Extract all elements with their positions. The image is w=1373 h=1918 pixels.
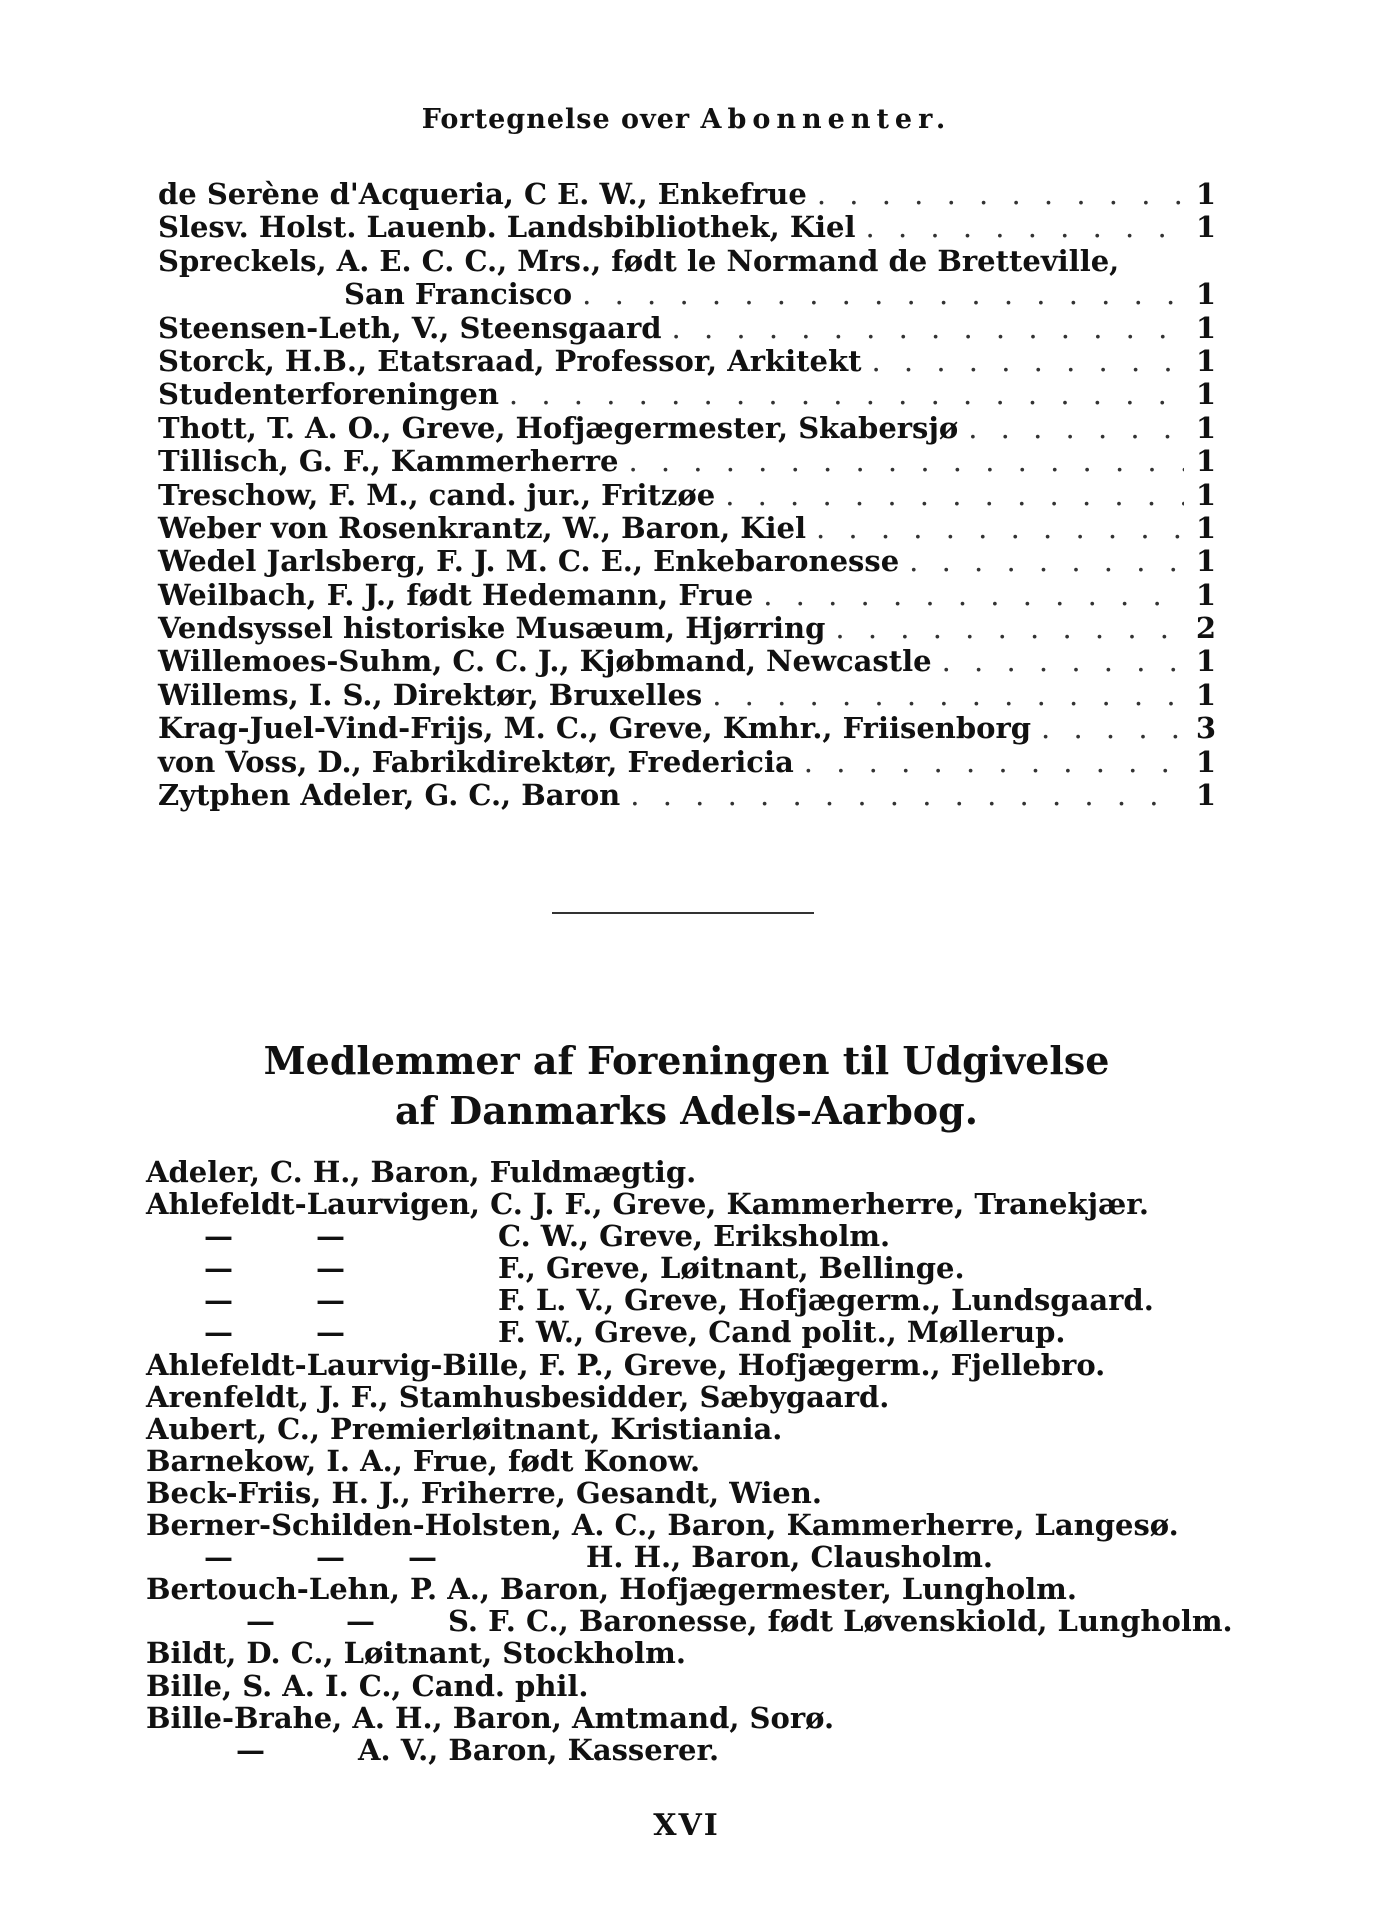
- subscriber-list: [158, 178, 1216, 812]
- member-row: [146, 1252, 1246, 1284]
- subscriber-row: [158, 378, 1216, 411]
- member-row: [146, 1541, 1246, 1573]
- subscriber-row: [158, 245, 1216, 278]
- subscriber-row: [158, 545, 1216, 578]
- member-row: [146, 1316, 1246, 1348]
- subscriber-name: Weber von Rosenkrantz, W., Baron, Kiel: [158, 510, 806, 545]
- member-row: [146, 1509, 1246, 1541]
- subscriber-name: Treschow, F. M., cand. jur., Fritzøe: [158, 477, 716, 512]
- ditto-mark: —: [346, 1604, 375, 1639]
- page-number: XVI: [653, 1808, 720, 1843]
- member-entry: Adeler, C. H., Baron, Fuldmægtig.: [146, 1155, 697, 1189]
- subscriber-name: Willems, I. S., Direktør, Bruxelles: [158, 677, 703, 712]
- subscriber-name: Zytphen Adeler, G. C., Baron: [158, 778, 621, 813]
- subscriber-count: 1: [1195, 510, 1216, 545]
- member-row: [146, 1220, 1246, 1252]
- member-entry: S. F. C., Baronesse, født Løvenskiold, Lungholm.: [448, 1604, 1233, 1639]
- member-entry: F., Greve, Løitnant, Bellinge.: [498, 1251, 965, 1286]
- member-entry: Bille, S. A. I. C., Cand. phil.: [146, 1668, 589, 1703]
- ditto-mark: —: [316, 1540, 345, 1575]
- subscriber-row: [158, 579, 1216, 612]
- member-entry: F. W., Greve, Cand polit., Møllerup.: [498, 1315, 1066, 1350]
- subscriber-name: von Voss, D., Fabrikdirektør, Fredericia: [158, 744, 794, 779]
- member-row: [146, 1605, 1246, 1637]
- dot-leader: [866, 211, 1184, 244]
- member-entry: Barnekow, I. A., Frue, født Konow.: [146, 1443, 701, 1478]
- member-entry: Aubert, C., Premierløitnant, Kristiania.: [146, 1411, 783, 1446]
- running-head: [0, 104, 1373, 135]
- dot-leader: [942, 645, 1184, 678]
- subscriber-row: [158, 178, 1216, 211]
- subscriber-row: [158, 312, 1216, 345]
- member-row: [146, 1670, 1246, 1702]
- dot-leader: [909, 545, 1184, 578]
- ditto-mark: —: [316, 1251, 345, 1286]
- subscriber-row: [158, 278, 1216, 311]
- section-title-line-2: af Danmarks Adels-Aarbog.: [395, 1088, 978, 1133]
- member-row: [146, 1637, 1246, 1669]
- ditto-mark: —: [316, 1219, 345, 1254]
- subscriber-row: [158, 512, 1216, 545]
- subscriber-name: Weilbach, F. J., født Hedemann, Frue: [158, 577, 754, 612]
- subscriber-row: [158, 712, 1216, 745]
- section-title: [0, 1036, 1373, 1136]
- subscriber-name: de Serène d'Acqueria, C E. W., Enkefrue: [158, 177, 807, 211]
- member-entry: F. L. V., Greve, Hofjægerm., Lundsgaard.: [498, 1283, 1154, 1318]
- subscriber-count: 1: [1195, 644, 1216, 679]
- running-head-spaced: Abonnenter.: [700, 104, 952, 135]
- member-entry: Berner-Schilden-Holsten, A. C., Baron, Kammerherre, Langesø.: [146, 1508, 1179, 1543]
- subscriber-row: [158, 445, 1216, 478]
- member-row: [146, 1413, 1246, 1445]
- member-entry: Beck-Friis, H. J., Friherre, Gesandt, Wien.: [146, 1475, 822, 1510]
- running-head-prefix: Fortegnelse over: [421, 104, 691, 135]
- subscriber-count: 1: [1195, 744, 1216, 779]
- subscriber-count: 1: [1195, 343, 1216, 378]
- member-entry: Bille-Brahe, A. H., Baron, Amtmand, Sorø.: [146, 1700, 835, 1735]
- member-entry: Ahlefeldt-Laurvig-Bille, F. P., Greve, Hofjægerm., Fjellebro.: [146, 1347, 1106, 1382]
- dot-leader: [509, 378, 1184, 411]
- subscriber-name: San Francisco: [344, 277, 573, 312]
- dot-leader: [968, 412, 1184, 445]
- subscriber-row: [158, 679, 1216, 712]
- member-row: [146, 1573, 1246, 1605]
- dot-leader: [871, 345, 1184, 378]
- ditto-mark: —: [246, 1604, 275, 1639]
- member-row: [146, 1381, 1246, 1413]
- subscriber-row: [158, 779, 1216, 812]
- member-row: [146, 1284, 1246, 1316]
- ditto-mark: —: [204, 1315, 233, 1350]
- ditto-mark: —: [204, 1251, 233, 1286]
- dot-leader: [816, 512, 1184, 545]
- subscriber-name: Spreckels, A. E. C. C., Mrs., født le Normand de Bretteville,: [158, 243, 1120, 278]
- member-row: [146, 1188, 1246, 1220]
- member-list: [146, 1156, 1246, 1766]
- subscriber-count: 1: [1195, 410, 1216, 445]
- subscriber-name: Willemoes-Suhm, C. C. J., Kjøbmand, Newcastle: [158, 644, 932, 679]
- subscriber-count: 1: [1195, 177, 1216, 211]
- dot-leader: [804, 746, 1184, 779]
- subscriber-name: Steensen-Leth, V., Steensgaard: [158, 310, 662, 345]
- member-entry: Bertouch-Lehn, P. A., Baron, Hofjægermester, Lungholm.: [146, 1572, 1077, 1607]
- subscriber-count: 1: [1195, 444, 1216, 479]
- subscriber-row: [158, 345, 1216, 378]
- member-row: [146, 1477, 1246, 1509]
- subscriber-row: [158, 412, 1216, 445]
- member-row: [146, 1349, 1246, 1381]
- subscriber-count: 1: [1195, 277, 1216, 312]
- ditto-mark: —: [316, 1315, 345, 1350]
- ditto-mark: —: [236, 1732, 265, 1767]
- subscriber-name: Storck, H.B., Etatsraad, Professor, Arkitekt: [158, 343, 862, 378]
- section-title-line-1: Medlemmer af Foreningen til Udgivelse: [263, 1038, 1110, 1083]
- dot-leader: [1041, 712, 1184, 745]
- member-row: [146, 1734, 1246, 1766]
- dot-leader: [763, 579, 1184, 612]
- member-row: [146, 1156, 1246, 1188]
- dot-leader: [817, 178, 1184, 211]
- subscriber-count: 1: [1195, 544, 1216, 579]
- subscriber-count: 1: [1195, 377, 1216, 412]
- dot-leader: [835, 612, 1184, 645]
- subscriber-count: 1: [1195, 310, 1216, 345]
- ditto-mark: —: [204, 1283, 233, 1318]
- ditto-mark: —: [408, 1540, 437, 1575]
- subscriber-name: Vendsyssel historiske Musæum, Hjørring: [158, 611, 826, 646]
- subscriber-name: Slesv. Holst. Lauenb. Landsbibliothek, Kiel: [158, 210, 856, 245]
- subscriber-row: [158, 211, 1216, 244]
- member-row: [146, 1702, 1246, 1734]
- subscriber-count: 1: [1195, 210, 1216, 245]
- member-entry: H. H., Baron, Clausholm.: [586, 1540, 994, 1575]
- subscriber-row: [158, 645, 1216, 678]
- member-entry: A. V., Baron, Kasserer.: [358, 1732, 720, 1767]
- member-entry: Bildt, D. C., Løitnant, Stockholm.: [146, 1636, 686, 1671]
- subscriber-row: [158, 479, 1216, 512]
- subscriber-name: Studenterforeningen: [158, 377, 499, 412]
- dot-leader: [582, 278, 1184, 311]
- member-entry: Arenfeldt, J. F., Stamhusbesidder, Sæbygaard.: [146, 1379, 890, 1414]
- subscriber-name: Tillisch, G. F., Kammerherre: [158, 444, 619, 479]
- ditto-mark: —: [204, 1219, 233, 1254]
- subscriber-row: [158, 746, 1216, 779]
- subscriber-count: 2: [1195, 611, 1216, 646]
- member-entry: Ahlefeldt-Laurvigen, C. J. F., Greve, Kammerherre, Tranekjær.: [146, 1187, 1149, 1222]
- ditto-mark: —: [316, 1283, 345, 1318]
- dot-leader: [630, 779, 1184, 812]
- subscriber-count: 1: [1195, 677, 1216, 712]
- subscriber-count: 1: [1195, 577, 1216, 612]
- subscriber-name: Krag-Juel-Vind-Frijs, M. C., Greve, Kmhr., Friisenborg: [158, 711, 1032, 746]
- section-divider: [552, 912, 814, 914]
- dot-leader: [712, 679, 1184, 712]
- subscriber-count: 1: [1195, 778, 1216, 813]
- dot-leader: [628, 445, 1184, 478]
- dot-leader: [672, 312, 1184, 345]
- member-row: [146, 1445, 1246, 1477]
- subscriber-name: Wedel Jarlsberg, F. J. M. C. E., Enkebaronesse: [158, 544, 900, 579]
- subscriber-count: 1: [1195, 477, 1216, 512]
- ditto-mark: —: [204, 1540, 233, 1575]
- subscriber-name: Thott, T. A. O., Greve, Hofjægermester, Skabersjø: [158, 410, 959, 445]
- subscriber-count: 3: [1195, 711, 1216, 746]
- subscriber-row: [158, 612, 1216, 645]
- dot-leader: [725, 479, 1184, 512]
- member-entry: C. W., Greve, Eriksholm.: [498, 1219, 891, 1254]
